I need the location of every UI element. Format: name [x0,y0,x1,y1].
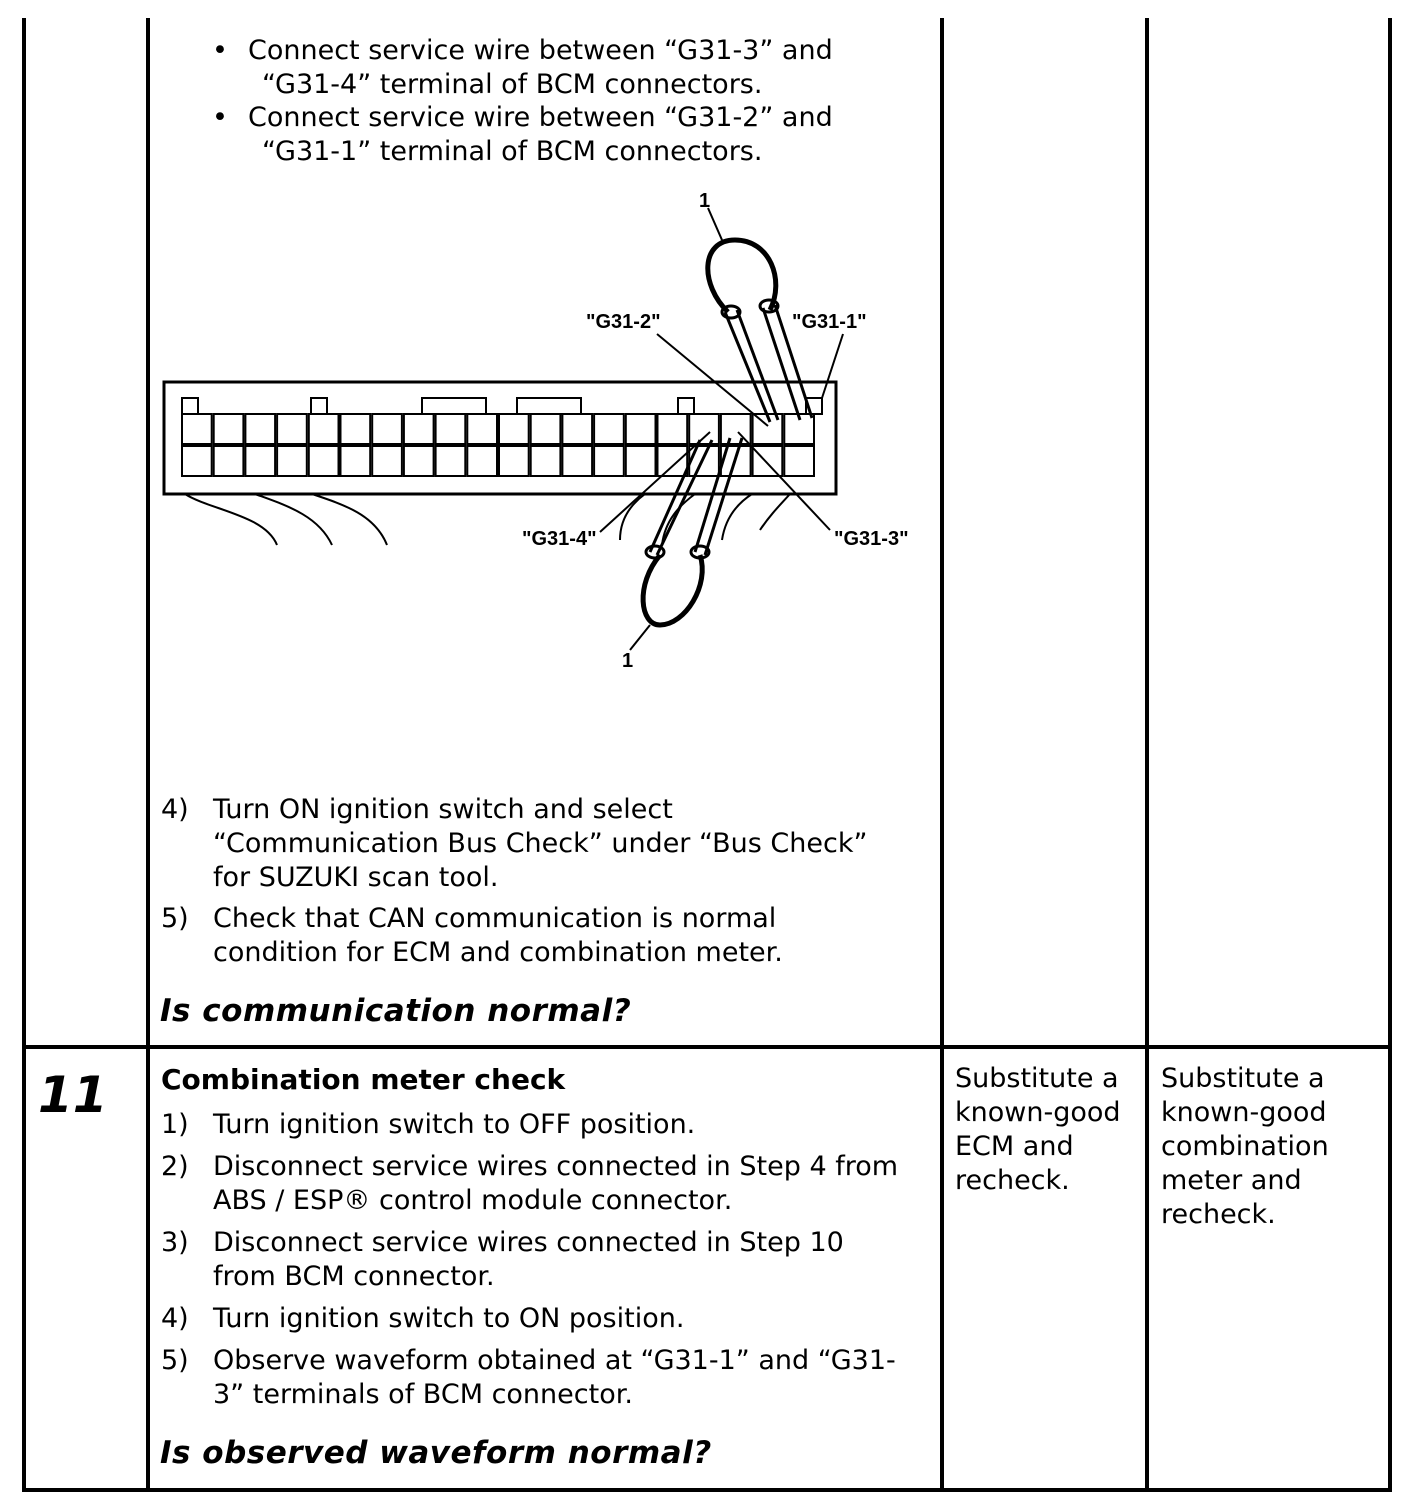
item-line: Turn ignition switch to OFF position. [213,1109,696,1140]
cell-line: recheck. [955,1165,1070,1196]
terminal-cavity [467,446,497,476]
list-item [161,793,921,895]
terminal-cavity [499,446,529,476]
terminal-cavity [309,414,339,444]
item-line: ABS / ESP® control module connector. [213,1185,733,1216]
item-number: 3) [161,1227,189,1258]
terminal-cavity [689,446,719,476]
callout-label: 1 [622,650,634,672]
item-line: from BCM connector. [213,1261,495,1292]
item-number: 4) [161,1303,189,1334]
step-title: Combination meter check [161,1063,566,1096]
terminal-cavity [658,414,688,444]
terminal-cavity [277,414,307,444]
bullet-item [212,101,912,169]
step-question: Is observed waveform normal? [160,1435,712,1471]
terminal-cavity [626,414,656,444]
terminal-cavity [277,446,307,476]
callout-label: 1 [699,190,711,212]
terminal-grid [182,414,814,476]
table-border-right [1388,18,1392,1492]
terminal-cavity [404,414,434,444]
terminal-cavity [182,446,212,476]
terminal-cavity [245,414,275,444]
list-item [161,902,921,970]
item-number: 2) [161,1151,189,1182]
terminal-cavity [372,446,402,476]
terminal-cavity [594,414,624,444]
bullet-line: “G31-4” terminal of BCM connectors. [262,69,763,100]
terminal-cavity [182,414,212,444]
terminal-cavity [753,446,783,476]
terminal-cavity [689,414,719,444]
item-line: for SUZUKI scan tool. [213,862,499,893]
step-number: 11 [38,1066,108,1124]
callout-label: "G31-3" [834,528,909,550]
item-line: Turn ON ignition switch and select [213,794,673,825]
list-item [161,1150,931,1218]
cell-line: meter and [1161,1165,1302,1196]
list-item [161,1108,931,1142]
table-border-left [22,18,26,1492]
item-line: Disconnect service wires connected in Step 10 [213,1227,844,1258]
terminal-cavity [531,446,561,476]
terminal-cavity [467,414,497,444]
cell-line: combination [1161,1131,1329,1162]
terminal-cavity [309,446,339,476]
terminal-cavity [436,446,466,476]
bullet-item [212,34,912,102]
terminal-cavity [531,414,561,444]
terminal-cavity [214,446,244,476]
item-line: condition for ECM and combination meter. [213,937,783,968]
terminal-cavity [404,446,434,476]
yes-result-cell [955,1062,1135,1198]
list-item [161,1302,931,1336]
table-divider-action [940,18,944,1492]
item-number: 5) [161,1345,189,1376]
step-question: Is communication normal? [160,993,632,1029]
cell-line: Substitute a [955,1063,1119,1094]
terminal-cavity [245,446,275,476]
bullet-icon: • [212,35,228,66]
terminal-cavity [658,446,688,476]
terminal-cavity [372,414,402,444]
terminal-cavity [784,446,814,476]
item-line: 3” terminals of BCM connector. [213,1379,633,1410]
terminal-cavity [594,446,624,476]
table-border-bottom [22,1488,1392,1492]
terminal-cavity [562,446,592,476]
bullet-line: “G31-1” terminal of BCM connectors. [262,136,763,167]
callout-label: "G31-1" [792,311,867,333]
terminal-cavity [562,414,592,444]
item-number: 5) [161,903,189,934]
bullet-icon: • [212,102,228,133]
item-line: Observe waveform obtained at “G31-1” and “G31- [213,1345,896,1376]
bullet-line: Connect service wire between “G31-3” and [248,35,833,66]
callout-label: "G31-4" [522,528,597,550]
cell-line: known-good [955,1097,1121,1128]
bullet-line: Connect service wire between “G31-2” and [248,102,833,133]
item-line: “Communication Bus Check” under “Bus Check” [213,828,868,859]
item-line: Turn ignition switch to ON position. [213,1303,685,1334]
terminal-cavity [626,446,656,476]
row-divider [22,1045,1392,1049]
bcm-connector-diagram [150,175,940,675]
list-item [161,1226,931,1294]
item-line: Check that CAN communication is normal [213,903,777,934]
item-number: 4) [161,794,189,825]
callout-label: "G31-2" [586,311,661,333]
terminal-cavity [436,414,466,444]
no-result-cell [1161,1062,1381,1232]
terminal-cavity [499,414,529,444]
terminal-cavity [341,446,371,476]
cell-line: known-good [1161,1097,1327,1128]
cell-line: Substitute a [1161,1063,1325,1094]
table-divider-yes [1145,18,1149,1492]
item-line: Disconnect service wires connected in Step 4 from [213,1151,899,1182]
service-wire-lower [643,555,702,625]
cell-line: ECM and [955,1131,1074,1162]
terminal-cavity [214,414,244,444]
item-number: 1) [161,1109,189,1140]
list-item [161,1344,931,1412]
cell-line: recheck. [1161,1199,1276,1230]
terminal-cavity [341,414,371,444]
